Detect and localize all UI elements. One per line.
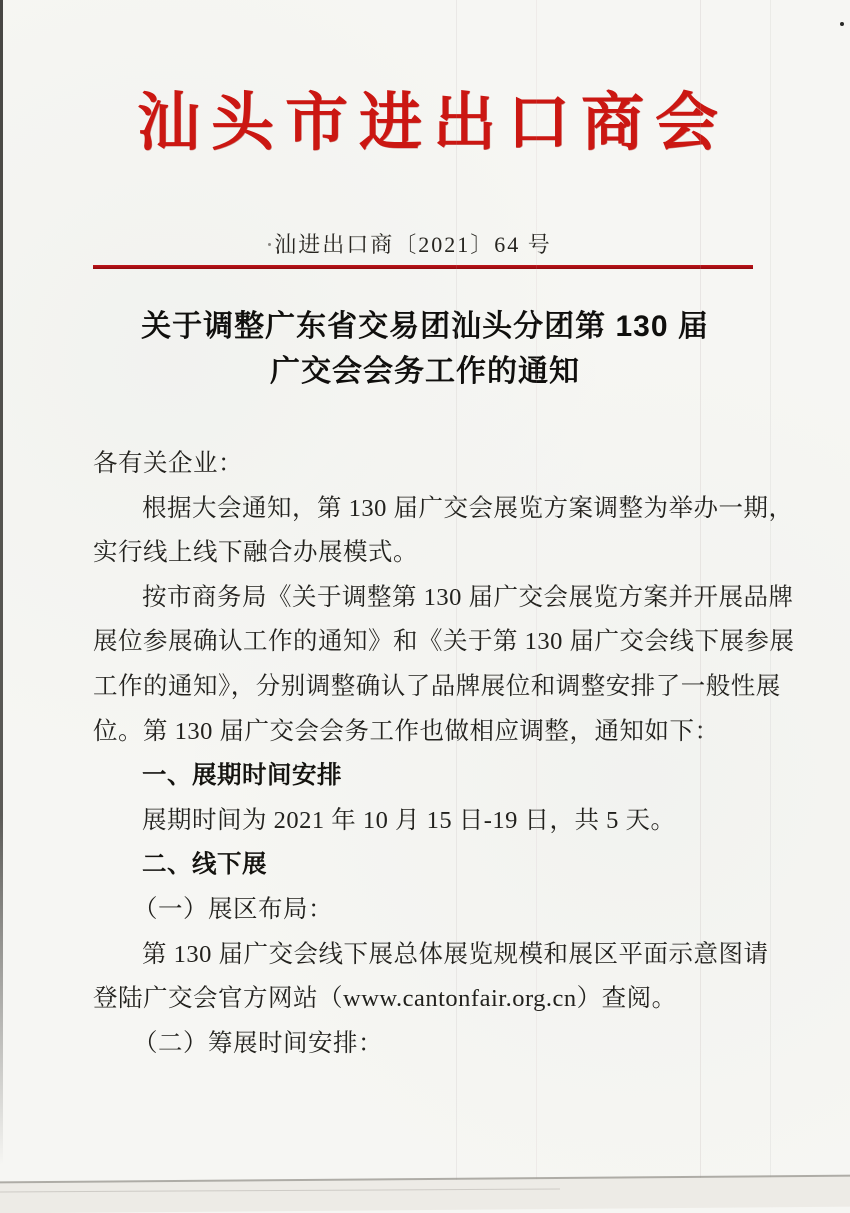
body-line: 实行线上线下融合办展模式。 [93,539,418,567]
scan-speck [268,243,271,246]
scan-streak [456,0,457,1200]
document-number: 汕进出口商〔2021〕64 号 [274,232,552,257]
body-line: 按市商务局《关于调整第 130 届广交会展览方案并开展品牌 [142,583,794,611]
body-line: 位。第 130 届广交会会务工作也做相应调整，通知如下： [93,717,720,745]
section-heading-1: 一、展期时间安排 [142,762,342,790]
notice-title [0,304,850,394]
body-line: 工作的通知》，分别调整确认了品牌展位和调整安排了一般性展 [93,672,781,700]
body-line-website: 登陆广交会官方网站（www.cantonfair.org.cn）查阅。 [93,985,677,1013]
letterhead-red-divider [93,265,753,269]
document-body [93,442,795,1066]
scan-streak [700,0,701,1200]
scan-edge-left [0,0,3,1165]
body-line: 展位参展确认工作的通知》和《关于第 130 届广交会线下展参展 [93,628,795,656]
scan-streak [536,0,537,1200]
letterhead-org-name: 汕头市进出口商会 [137,88,729,158]
notice-title-line1: 关于调整广东省交易团汕头分团第 130 届 [141,310,709,343]
notice-title-line2: 广交会会务工作的通知 [270,355,580,388]
subsection-heading-2: （二）筹展时间安排： [133,1029,383,1057]
body-line: 根据大会通知，第 130 届广交会展览方案调整为举办一期， [142,494,794,522]
scan-streak [770,0,771,1200]
body-line: 展期时间为 2021 年 10 月 15 日-19 日，共 5 天。 [142,806,676,834]
section-heading-2: 二、线下展 [142,851,267,879]
subsection-heading-1: （一）展区布局： [133,895,333,923]
body-line-salutation: 各有关企业： [93,450,243,477]
body-line: 第 130 届广交会线下展总体展览规模和展区平面示意图请 [142,940,769,968]
scan-speck [840,22,844,26]
